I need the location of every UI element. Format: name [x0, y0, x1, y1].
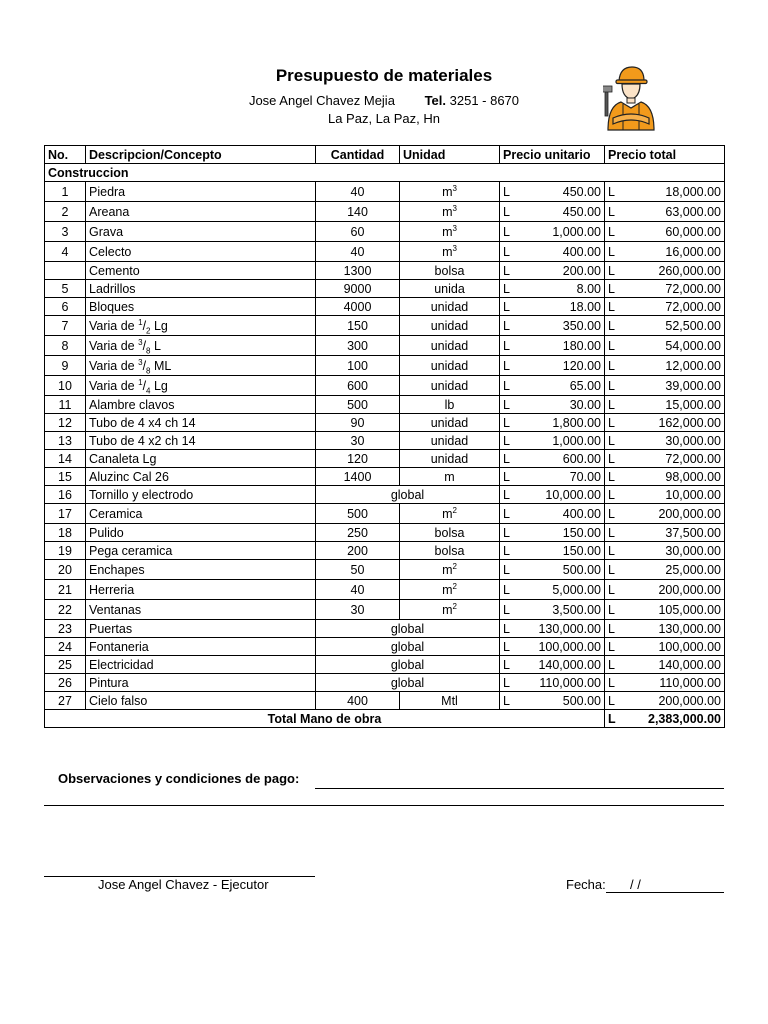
row-quantity: 200 — [316, 542, 400, 560]
row-quantity: 400 — [316, 692, 400, 710]
row-quantity: 150 — [316, 316, 400, 336]
section-row — [45, 164, 725, 182]
header-total-price: Precio total — [605, 146, 725, 164]
row-unit: unidad — [400, 376, 500, 396]
row-description: Tubo de 4 x4 ch 14 — [86, 414, 316, 432]
row-description: Bloques — [86, 298, 316, 316]
row-description: Herreria — [86, 580, 316, 600]
contractor-name: Jose Angel Chavez Mejia — [248, 93, 395, 108]
row-total-price: L 72,000.00 — [605, 298, 725, 316]
observations-line-1 — [315, 788, 724, 789]
row-total-price: L 200,000.00 — [605, 580, 725, 600]
row-unit-price: L 200.00 — [500, 262, 605, 280]
table-row — [45, 542, 725, 560]
row-description: Ladrillos — [86, 280, 316, 298]
row-merged-unit: global — [316, 674, 500, 692]
row-description: Cemento — [86, 262, 316, 280]
row-quantity: 40 — [316, 580, 400, 600]
unit-exponent: 2 — [452, 505, 457, 515]
row-unit: $m^2$ — [400, 580, 500, 600]
row-total-price: L 30,000.00 — [605, 542, 725, 560]
row-description: Aluzinc Cal 26 — [86, 468, 316, 486]
table-row — [45, 396, 725, 414]
table-row — [45, 450, 725, 468]
row-description: Celecto — [86, 242, 316, 262]
row-merged-unit: global — [316, 486, 500, 504]
row-unit-price: L 10,000.00 — [500, 486, 605, 504]
row-unit: unidad — [400, 432, 500, 450]
row-number: 22 — [45, 600, 86, 620]
row-description: Enchapes — [86, 560, 316, 580]
row-number: 1 — [45, 182, 86, 202]
row-total-price: L 260,000.00 — [605, 262, 725, 280]
row-description: Varia de $^3/_8$ ML — [86, 356, 316, 376]
row-unit-price: L 100,000.00 — [500, 638, 605, 656]
total-currency: L — [608, 711, 616, 726]
row-quantity: 50 — [316, 560, 400, 580]
row-description: Puertas — [86, 620, 316, 638]
row-unit-price: L 500.00 — [500, 692, 605, 710]
fraction-denominator: 4 — [146, 386, 151, 395]
table-row — [45, 524, 725, 542]
table-row — [45, 202, 725, 222]
row-unit-price: L 450.00 — [500, 182, 605, 202]
fraction-numerator: 1 — [138, 317, 143, 327]
document-title: Presupuesto de materiales — [275, 66, 493, 85]
fraction-denominator: 2 — [146, 326, 151, 335]
header-quantity: Cantidad — [316, 146, 400, 164]
row-description: Varia de $^3/_8$ L — [86, 336, 316, 356]
row-number: 2 — [45, 202, 86, 222]
table-row — [45, 316, 725, 336]
row-description: Canaleta Lg — [86, 450, 316, 468]
row-unit-price: L 180.00 — [500, 336, 605, 356]
row-unit-price: L 110,000.00 — [500, 674, 605, 692]
row-unit-price: L 400.00 — [500, 504, 605, 524]
observations-label: Observaciones y condiciones de pago: — [58, 771, 300, 786]
row-quantity: 1400 — [316, 468, 400, 486]
row-description: Varia de $^1/_2$ Lg — [86, 316, 316, 336]
observations-line-2 — [44, 805, 724, 806]
row-unit: unidad — [400, 414, 500, 432]
row-number — [45, 262, 86, 280]
row-total-price: L 105,000.00 — [605, 600, 725, 620]
total-label: Total Mano de obra — [45, 710, 605, 728]
unit-exponent: 2 — [452, 561, 457, 571]
table-row — [45, 620, 725, 638]
table-row — [45, 376, 725, 396]
row-unit-price: L 130,000.00 — [500, 620, 605, 638]
row-total-price: L 12,000.00 — [605, 356, 725, 376]
row-quantity: 1300 — [316, 262, 400, 280]
row-total-price: L 18,000.00 — [605, 182, 725, 202]
row-number: 23 — [45, 620, 86, 638]
table-header-row — [45, 146, 725, 164]
row-unit-price: L 65.00 — [500, 376, 605, 396]
row-description: Piedra — [86, 182, 316, 202]
row-number: 10 — [45, 376, 86, 396]
row-description: Electricidad — [86, 656, 316, 674]
row-total-price: L 200,000.00 — [605, 692, 725, 710]
row-unit: Mtl — [400, 692, 500, 710]
table-row — [45, 580, 725, 600]
row-total-price: L 110,000.00 — [605, 674, 725, 692]
row-quantity: 30 — [316, 432, 400, 450]
row-total-price: L 52,500.00 — [605, 316, 725, 336]
row-description: Ceramica — [86, 504, 316, 524]
row-quantity: 4000 — [316, 298, 400, 316]
table-row — [45, 222, 725, 242]
row-total-price: L 72,000.00 — [605, 280, 725, 298]
section-label: Construccion — [45, 164, 725, 182]
signer-name: Jose Angel Chavez - Ejecutor — [98, 877, 269, 892]
table-row — [45, 356, 725, 376]
table-row — [45, 560, 725, 580]
unit-exponent: 3 — [452, 183, 457, 193]
row-unit-price: L 600.00 — [500, 450, 605, 468]
total-value: 2,383,000.00 — [648, 711, 721, 726]
row-merged-unit: global — [316, 656, 500, 674]
row-quantity: 120 — [316, 450, 400, 468]
row-total-price: L 162,000.00 — [605, 414, 725, 432]
row-total-price: L 16,000.00 — [605, 242, 725, 262]
row-unit-price: L 450.00 — [500, 202, 605, 222]
row-description: Alambre clavos — [86, 396, 316, 414]
total-amount — [605, 710, 725, 728]
row-merged-unit: global — [316, 638, 500, 656]
row-number: 27 — [45, 692, 86, 710]
unit-exponent: 2 — [452, 601, 457, 611]
unit-exponent: 3 — [452, 223, 457, 233]
row-unit: lb — [400, 396, 500, 414]
row-description: Tubo de 4 x2 ch 14 — [86, 432, 316, 450]
row-quantity: 60 — [316, 222, 400, 242]
row-total-price: L 30,000.00 — [605, 432, 725, 450]
row-number: 17 — [45, 504, 86, 524]
row-description: Grava — [86, 222, 316, 242]
row-description: Tornillo y electrodo — [86, 486, 316, 504]
table-row — [45, 504, 725, 524]
table-row — [45, 262, 725, 280]
row-total-price: L 100,000.00 — [605, 638, 725, 656]
row-description: Pulido — [86, 524, 316, 542]
row-unit-price: L 400.00 — [500, 242, 605, 262]
row-unit-price: L 350.00 — [500, 316, 605, 336]
row-total-price: L 130,000.00 — [605, 620, 725, 638]
row-quantity: 500 — [316, 504, 400, 524]
row-number: 12 — [45, 414, 86, 432]
header-no: No. — [45, 146, 86, 164]
row-unit: $m^3$ — [400, 182, 500, 202]
row-description: Pega ceramica — [86, 542, 316, 560]
row-unit-price: L 18.00 — [500, 298, 605, 316]
table-row — [45, 468, 725, 486]
row-quantity: 600 — [316, 376, 400, 396]
row-unit-price: L 30.00 — [500, 396, 605, 414]
table-row — [45, 674, 725, 692]
row-number: 11 — [45, 396, 86, 414]
row-unit-price: L 1,000.00 — [500, 222, 605, 242]
row-total-price: L 72,000.00 — [605, 450, 725, 468]
row-number: 26 — [45, 674, 86, 692]
row-number: 15 — [45, 468, 86, 486]
fraction-denominator: 8 — [146, 346, 151, 355]
header-unit: Unidad — [400, 146, 500, 164]
row-unit: bolsa — [400, 524, 500, 542]
row-total-price: L 200,000.00 — [605, 504, 725, 524]
row-total-price: L 140,000.00 — [605, 656, 725, 674]
row-total-price: L 63,000.00 — [605, 202, 725, 222]
row-unit: $m^3$ — [400, 202, 500, 222]
row-description: Pintura — [86, 674, 316, 692]
tel-label: Tel. — [424, 93, 446, 108]
row-number: 4 — [45, 242, 86, 262]
row-unit: $m^3$ — [400, 242, 500, 262]
row-quantity: 9000 — [316, 280, 400, 298]
row-description: Varia de $^1/_4$ Lg — [86, 376, 316, 396]
row-unit-price: L 5,000.00 — [500, 580, 605, 600]
row-quantity: 40 — [316, 242, 400, 262]
header-unit-price: Precio unitario — [500, 146, 605, 164]
row-quantity: 30 — [316, 600, 400, 620]
row-unit: bolsa — [400, 542, 500, 560]
row-number: 18 — [45, 524, 86, 542]
row-unit: unidad — [400, 356, 500, 376]
table-row — [45, 432, 725, 450]
row-quantity: 90 — [316, 414, 400, 432]
row-total-price: L 10,000.00 — [605, 486, 725, 504]
unit-exponent: 3 — [452, 203, 457, 213]
date-label: Fecha: — [566, 877, 606, 892]
fraction-numerator: 3 — [138, 357, 143, 367]
row-number: 16 — [45, 486, 86, 504]
construction-worker-icon — [603, 64, 657, 132]
row-quantity: 100 — [316, 356, 400, 376]
row-total-price: L 25,000.00 — [605, 560, 725, 580]
table-row — [45, 692, 725, 710]
row-unit: unidad — [400, 316, 500, 336]
table-row — [45, 280, 725, 298]
tel-number: 3251 - 8670 — [449, 93, 520, 108]
row-unit-price: L 1,800.00 — [500, 414, 605, 432]
row-unit-price: L 150.00 — [500, 542, 605, 560]
row-number: 19 — [45, 542, 86, 560]
row-description: Ventanas — [86, 600, 316, 620]
table-row — [45, 656, 725, 674]
row-number: 9 — [45, 356, 86, 376]
row-unit-price: L 120.00 — [500, 356, 605, 376]
unit-exponent: 3 — [452, 243, 457, 253]
row-number: 20 — [45, 560, 86, 580]
table-row — [45, 414, 725, 432]
row-unit: $m^3$ — [400, 222, 500, 242]
materials-table — [44, 145, 725, 728]
row-number: 13 — [45, 432, 86, 450]
row-number: 21 — [45, 580, 86, 600]
row-unit-price: L 8.00 — [500, 280, 605, 298]
header-description: Descripcion/Concepto — [86, 146, 316, 164]
row-quantity: 140 — [316, 202, 400, 222]
table-row — [45, 182, 725, 202]
table-row — [45, 242, 725, 262]
fraction-numerator: 1 — [138, 377, 143, 387]
row-unit: unidad — [400, 450, 500, 468]
row-unit: bolsa — [400, 262, 500, 280]
row-number: 25 — [45, 656, 86, 674]
fraction-denominator: 8 — [146, 366, 151, 375]
table-row — [45, 638, 725, 656]
row-number: 8 — [45, 336, 86, 356]
table-row — [45, 298, 725, 316]
row-number: 3 — [45, 222, 86, 242]
date-field: / / — [606, 877, 724, 893]
row-quantity: 250 — [316, 524, 400, 542]
row-unit: unidad — [400, 336, 500, 356]
row-description: Areana — [86, 202, 316, 222]
row-number: 7 — [45, 316, 86, 336]
row-description: Cielo falso — [86, 692, 316, 710]
row-unit-price: L 140,000.00 — [500, 656, 605, 674]
row-total-price: L 39,000.00 — [605, 376, 725, 396]
table-row — [45, 486, 725, 504]
row-unit-price: L 500.00 — [500, 560, 605, 580]
row-unit: $m^2$ — [400, 600, 500, 620]
fraction-numerator: 3 — [138, 337, 143, 347]
row-number: 14 — [45, 450, 86, 468]
row-quantity: 300 — [316, 336, 400, 356]
row-unit: $m^2$ — [400, 560, 500, 580]
row-number: 5 — [45, 280, 86, 298]
table-row — [45, 600, 725, 620]
row-merged-unit: global — [316, 620, 500, 638]
row-total-price: L 15,000.00 — [605, 396, 725, 414]
location: La Paz, La Paz, Hn — [327, 111, 440, 126]
row-unit: $m^2$ — [400, 504, 500, 524]
row-number: 6 — [45, 298, 86, 316]
row-unit: m — [400, 468, 500, 486]
row-quantity: 40 — [316, 182, 400, 202]
row-total-price: L 37,500.00 — [605, 524, 725, 542]
row-total-price: L 54,000.00 — [605, 336, 725, 356]
row-unit-price: L 150.00 — [500, 524, 605, 542]
row-unit-price: L 70.00 — [500, 468, 605, 486]
row-total-price: L 98,000.00 — [605, 468, 725, 486]
row-unit: unida — [400, 280, 500, 298]
row-unit-price: L 1,000.00 — [500, 432, 605, 450]
table-row — [45, 336, 725, 356]
row-unit-price: L 3,500.00 — [500, 600, 605, 620]
unit-exponent: 2 — [452, 581, 457, 591]
row-number: 24 — [45, 638, 86, 656]
row-description: Fontaneria — [86, 638, 316, 656]
row-total-price: L 60,000.00 — [605, 222, 725, 242]
row-quantity: 500 — [316, 396, 400, 414]
row-unit: unidad — [400, 298, 500, 316]
total-row — [45, 710, 725, 728]
